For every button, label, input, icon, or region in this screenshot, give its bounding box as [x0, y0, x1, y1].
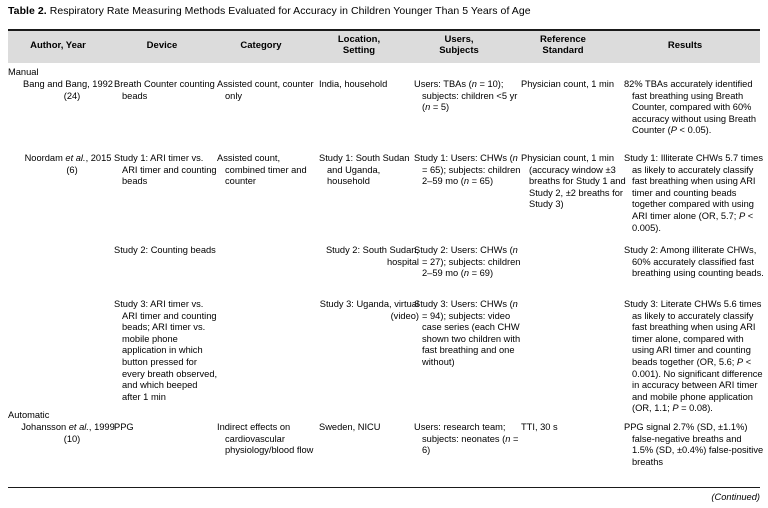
- table-row-noordam3-users-subjects: Study 3: Users: CHWs (n = 94); subjects: video case series (each CHW shown two children with fast breathing and one without): [414, 299, 521, 367]
- table-row-noordam1-reference-standard: Physician count, 1 min (accuracy window ±3 breaths for Study 1 and Study 2, ±2 breaths for Study 3): [521, 153, 626, 210]
- table-caption-label: Table 2.: [8, 5, 47, 17]
- table-row-johansson-author-year: Johansson et al., 1999 (10): [21, 422, 115, 444]
- group-label-manual: Manual: [8, 67, 39, 77]
- table-row-noordam3-results: Study 3: Literate CHWs 5.6 times as likely to accurately classify fast breathing when using ARI timer alone, compared with using ARI timer and counting beads together (OR, 5.6; P < 0.001). No significant difference in accuracy between ARI timer and mobile phone application (OR, 1.1; P = 0.08).: [624, 299, 763, 414]
- column-header-reference-line2: Standard: [542, 45, 584, 56]
- table-row-bang-device: Breath Counter counting beads: [114, 79, 215, 101]
- table-row-johansson-category: Indirect effects on cardiovascular physiology/blood flow: [217, 422, 314, 456]
- table-caption: [8, 5, 760, 18]
- table-row-bang-users-subjects: Users: TBAs (n = 10); subjects: children <5 yr (n = 5): [414, 79, 518, 113]
- column-header-results: Results: [667, 40, 703, 51]
- table-row-noordam1-users-subjects: Study 1: Users: CHWs (n = 65); subjects: children 2–59 mo (n = 65): [414, 153, 521, 187]
- table-caption-text: Respiratory Rate Measuring Methods Evaluated for Accuracy in Children Younger Than 5 Years of Age: [49, 5, 531, 17]
- column-header-location-setting: [313, 34, 405, 56]
- table-row-noordam1-location-setting: Study 1: South Sudan and Uganda, household: [319, 153, 410, 187]
- table-row-noordam3-location-setting: Study 3: Uganda, virtual (video): [319, 299, 419, 321]
- column-header-reference-line1: Reference: [540, 34, 586, 45]
- table-row-johansson-users-subjects: Users: research team; subjects: neonates (n = 6): [414, 422, 519, 456]
- table-row-bang-author-year: Bang and Bang, 1992 (24): [23, 79, 113, 101]
- column-header-users-line2: Subjects: [439, 45, 479, 56]
- table-row-noordam1-device: Study 1: ARI timer vs. ARI timer and counting beads: [114, 153, 217, 187]
- column-header-location-line1: Location,: [337, 34, 381, 45]
- table-row-noordam1-author-year: Noordam et al., 2015 (6): [24, 153, 112, 175]
- table-row-noordam1-results: Study 1: Illiterate CHWs 5.7 times as likely to accurately classify fast breathing when using ARI timer and counting beads together compared with using ARI timer alone (OR, 5.7; P < 0.005).: [624, 153, 763, 233]
- table-row-johansson-device: PPG: [114, 422, 134, 432]
- table-row-bang-reference-standard: Physician count, 1 min: [521, 79, 615, 89]
- column-header-users-line1: Users,: [444, 34, 474, 45]
- table-row-noordam2-users-subjects: Study 2: Users: CHWs (n = 27); subjects: children 2–59 mo (n = 69): [414, 245, 521, 279]
- table-row-noordam3-device: Study 3: ARI timer vs. ARI timer and counting beads; ARI timer vs. mobile phone application in which button pressed for every breath observed, and which beeped after 1 min: [114, 299, 218, 402]
- column-header-location-line2: Setting: [342, 45, 376, 56]
- table-body: [8, 63, 764, 487]
- table-row-noordam2-device: Study 2: Counting beads: [114, 245, 216, 255]
- table-row-bang-results: 82% TBAs accurately identified fast breathing using Breath Counter, compared with 60% accuracy without using Breath Counter (P < 0.05).: [624, 79, 757, 136]
- table-row-johansson-location-setting: Sweden, NICU: [319, 422, 381, 432]
- table-row-noordam2-results: Study 2: Among illiterate CHWs, 60% accurately classified fast breathing using counting beads.: [624, 245, 764, 279]
- table: [8, 29, 760, 63]
- table-header-row: [8, 31, 760, 63]
- table-row-noordam1-category: Assisted count, combined timer and counter: [217, 153, 307, 187]
- table-row-bang-category: Assisted count, counter only: [217, 79, 314, 101]
- table-row-bang-location-setting: India, household: [319, 79, 388, 89]
- column-header-device: Device: [146, 40, 178, 51]
- group-label-automatic: Automatic: [8, 410, 50, 420]
- table-row-noordam2-location-setting: Study 2: South Sudan, hospital: [325, 245, 419, 267]
- continued-label: (Continued): [711, 492, 760, 502]
- table-row-johansson-results: PPG signal 2.7% (SD, ±1.1%) false-negative breaths and 1.5% (SD, ±0.4%) false-positive breaths: [624, 422, 764, 467]
- table-row-johansson-reference-standard: TTI, 30 s: [521, 422, 558, 432]
- column-header-users-subjects: [412, 34, 506, 56]
- column-header-author-year: Author, Year: [30, 40, 86, 51]
- table-bottom-rule: [8, 487, 760, 488]
- column-header-reference-standard: [514, 34, 612, 56]
- column-header-category: Category: [240, 40, 282, 51]
